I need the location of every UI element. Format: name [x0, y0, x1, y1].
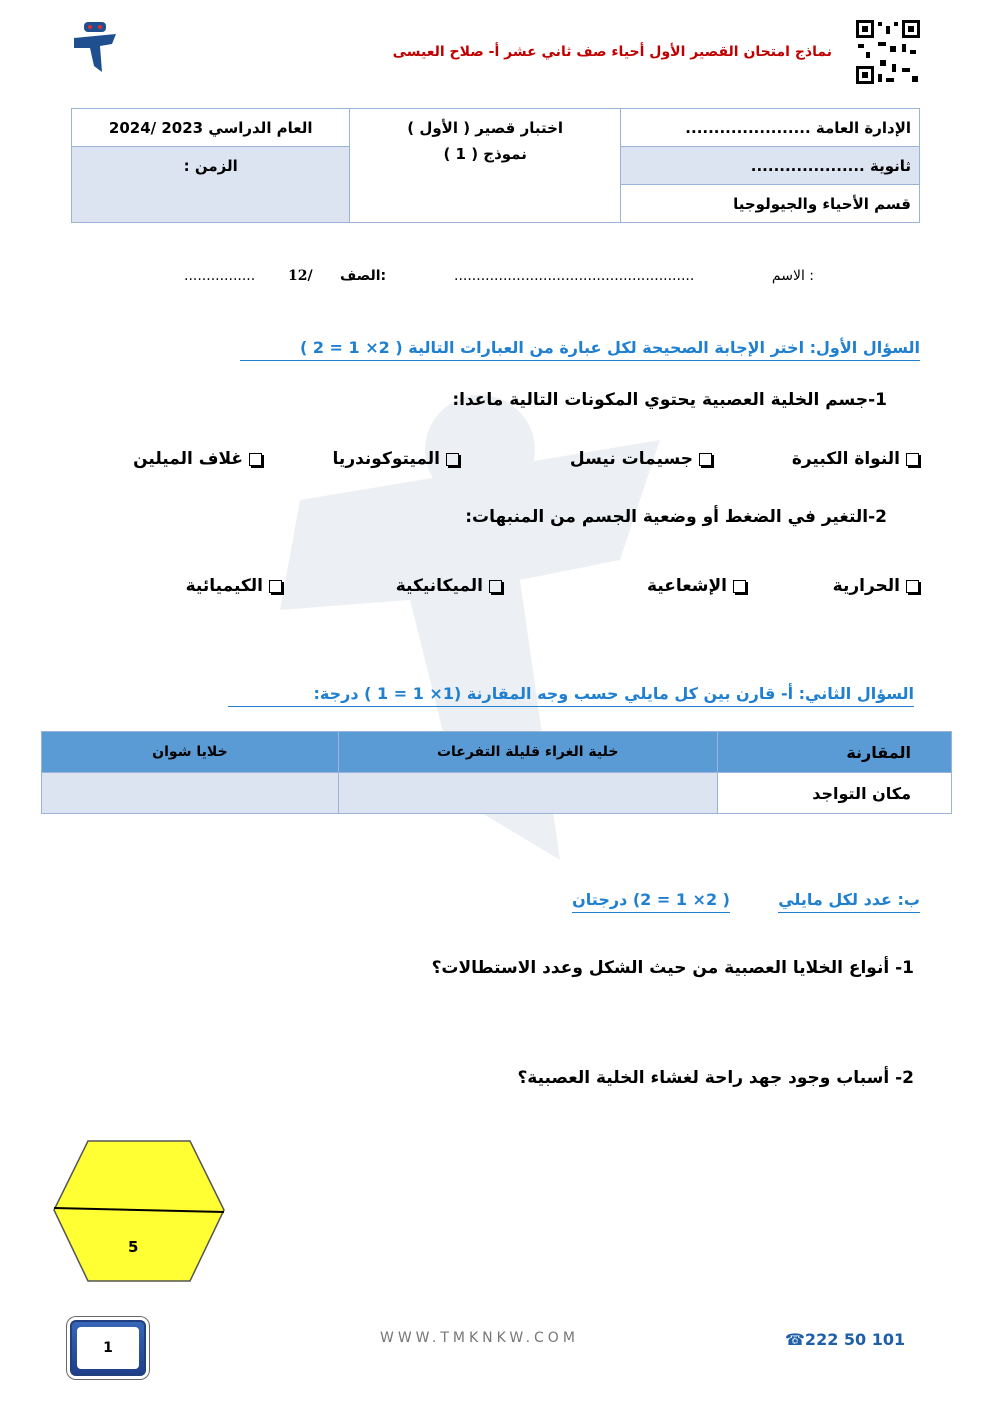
- checkbox-icon[interactable]: [249, 453, 262, 466]
- checkbox-icon[interactable]: [699, 453, 712, 466]
- table-header-schwann: خلايا شوان: [42, 732, 339, 773]
- q1-option-1[interactable]: النواة الكبيرة: [792, 449, 919, 469]
- q2-heading: السؤال الثاني: أ- قارن بين كل مايلي حسب وجه المقارنة (1× 1 = 1 ) درجة:: [228, 684, 914, 707]
- q1-item2: 2-التغير في الضغط أو وضعية الجسم من المنبهات:: [465, 507, 887, 527]
- q1-option-3[interactable]: الميتوكوندريا: [333, 449, 459, 469]
- q1-heading: السؤال الأول: اختر الإجابة الصحيحة لكل عبارة من العبارات التالية ( 2× 1 = 2 ): [240, 338, 920, 361]
- exam-title: اختبار قصير ( الأول ): [407, 119, 564, 137]
- checkbox-icon[interactable]: [446, 453, 459, 466]
- checkbox-icon[interactable]: [733, 580, 746, 593]
- header-title: نماذج امتحان القصير الأول أحياء صف ثاني عشر أ- صلاح العيسى: [392, 44, 832, 60]
- table-row-label: مكان التواجد: [717, 773, 951, 814]
- year-cell: العام الدراسي 2023 /2024: [72, 109, 350, 147]
- name-dots[interactable]: ......................................................: [454, 268, 695, 284]
- footer-website[interactable]: WWW.TMKNKW.COM: [380, 1330, 579, 1346]
- class-value: 12/: [288, 268, 313, 284]
- footer-phone: ☎222 50 101: [785, 1330, 906, 1349]
- checkbox-icon[interactable]: [906, 453, 919, 466]
- exam-title-cell: [350, 109, 620, 223]
- table-cell-oligodendrocyte-answer[interactable]: [338, 773, 717, 814]
- score-total: 5: [128, 1238, 139, 1256]
- class-label: الصف:: [340, 268, 387, 284]
- checkbox-icon[interactable]: [489, 580, 502, 593]
- comparison-table: [41, 731, 952, 814]
- exam-model: نموذج ( 1 ): [443, 145, 527, 163]
- q1-item2-option-1[interactable]: الحرارية: [833, 576, 919, 596]
- info-table: [71, 108, 920, 223]
- time-cell: الزمن :: [72, 147, 350, 223]
- checkbox-icon[interactable]: [906, 580, 919, 593]
- school-logo: [70, 20, 120, 75]
- qr-code: [856, 20, 920, 84]
- name-label: الاسم :: [771, 268, 814, 284]
- q1-item2-option-4[interactable]: الكيميائية: [186, 576, 282, 596]
- table-cell-schwann-answer[interactable]: [42, 773, 339, 814]
- score-hexagon: [50, 1138, 228, 1284]
- school-cell: ثانوية ....................: [620, 147, 919, 185]
- q2-part-b-prefix: ب: عدد لكل مايلي: [778, 890, 920, 913]
- q1-item2-option-2[interactable]: الإشعاعية: [647, 576, 746, 596]
- page-number-box: [70, 1320, 146, 1376]
- class-dots[interactable]: ................: [184, 268, 256, 284]
- q2-b1: 1- أنواع الخلايا العصبية من حيث الشكل وعدد الاستطالات؟: [431, 958, 914, 978]
- checkbox-icon[interactable]: [269, 580, 282, 593]
- q1-item1: 1-جسم الخلية العصبية يحتوي المكونات التالية ماعدا:: [452, 390, 887, 410]
- page-number: 1: [77, 1327, 139, 1369]
- admin-cell: الإدارة العامة ......................: [620, 109, 919, 147]
- q2-part-b-marks: ( 2× 1 = 2) درجتان: [572, 890, 730, 913]
- table-header-comparison: المقارنة: [717, 732, 951, 773]
- q1-option-2[interactable]: جسيمات نيسل: [570, 449, 712, 469]
- table-header-oligodendrocyte: خلية الغراء قليلة التفرعات: [338, 732, 717, 773]
- q2-b2: 2- أسباب وجود جهد راحة لغشاء الخلية العصبية؟: [517, 1068, 914, 1088]
- q1-item2-option-3[interactable]: الميكانيكية: [396, 576, 502, 596]
- q1-option-4[interactable]: غلاف الميلين: [133, 449, 262, 469]
- dept-cell: قسم الأحياء والجيولوجيا: [620, 185, 919, 223]
